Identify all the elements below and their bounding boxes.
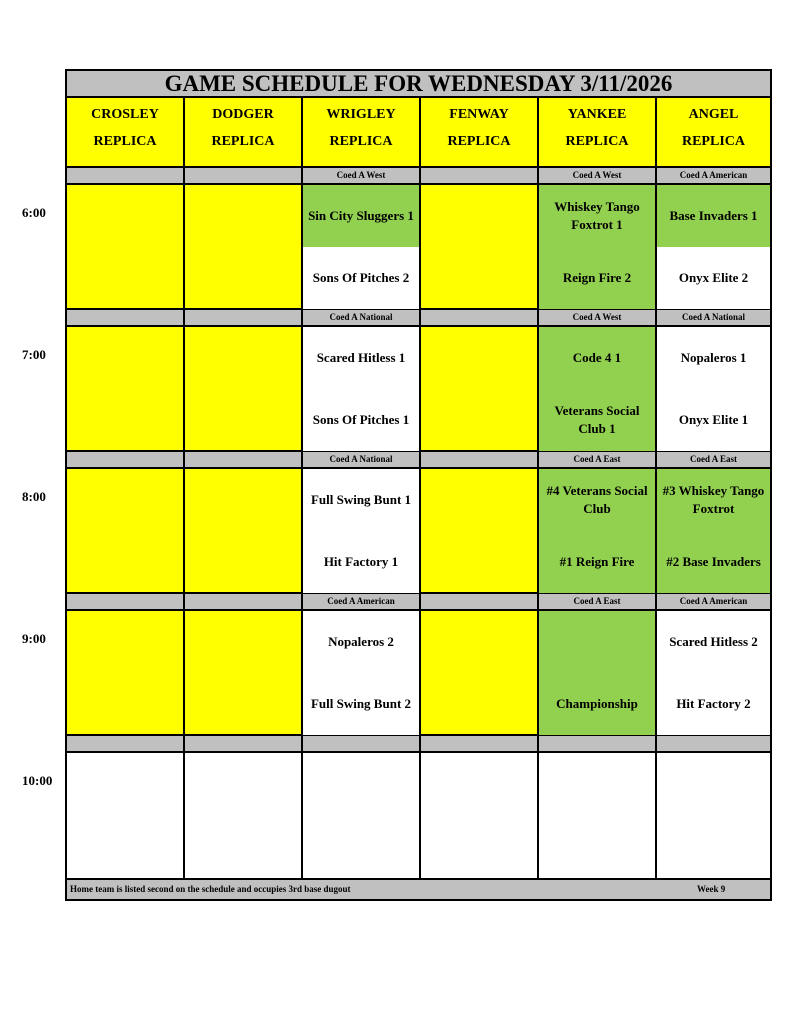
field-name: FENWAY (449, 107, 509, 122)
empty-slot (67, 611, 185, 736)
empty-slot (67, 469, 185, 594)
home-team: Championship (539, 673, 655, 735)
division-label: Coed A American (657, 166, 770, 185)
home-team: #2 Base Invaders (657, 531, 770, 593)
away-team: Scared Hitless 1 (303, 327, 419, 389)
field-header (539, 98, 657, 168)
week-label: Week 9 (697, 884, 726, 894)
field-name: WRIGLEY (326, 107, 396, 122)
field-subtitle: REPLICA (211, 134, 275, 149)
game-cell (657, 469, 770, 594)
away-team: Full Swing Bunt 1 (303, 469, 419, 531)
empty-slot (67, 185, 185, 310)
empty-slot (421, 327, 539, 452)
field-subtitle: REPLICA (565, 134, 629, 149)
game-cell (539, 469, 657, 594)
game-cell (539, 185, 657, 310)
footer-note: Home team is listed second on the schedule and occupies 3rd base dugout (70, 884, 351, 894)
away-team: Sin City Sluggers 1 (303, 185, 419, 247)
division-label: Coed A National (303, 452, 421, 469)
division-label: Coed A West (539, 166, 657, 185)
division-label (421, 310, 539, 327)
field-subtitle: REPLICA (681, 134, 745, 149)
open-slot (185, 753, 303, 878)
division-label: Coed A West (539, 310, 657, 327)
field-header (185, 98, 303, 168)
away-team: Scared Hitless 2 (657, 611, 770, 673)
division-label (421, 594, 539, 611)
division-label (303, 736, 421, 753)
time-label: 8:00 (22, 489, 46, 504)
empty-slot (421, 185, 539, 310)
game-cell (303, 469, 421, 594)
division-label (67, 736, 185, 753)
empty-slot (185, 611, 303, 736)
division-label: Coed A West (303, 166, 421, 185)
open-slot (303, 753, 421, 878)
field-header (421, 98, 539, 168)
division-label (67, 452, 185, 469)
division-label (421, 166, 539, 185)
field-header (303, 98, 421, 168)
away-team (539, 611, 655, 673)
empty-slot (421, 611, 539, 736)
division-label: Coed A National (303, 310, 421, 327)
field-header (657, 98, 770, 168)
open-slot (539, 753, 657, 878)
time-label: 9:00 (22, 631, 46, 646)
division-label (67, 310, 185, 327)
game-cell (303, 185, 421, 310)
away-team: Code 4 1 (539, 327, 655, 389)
home-team: Sons Of Pitches 1 (303, 389, 419, 451)
away-team: Nopaleros 2 (303, 611, 419, 673)
division-label (421, 736, 539, 753)
division-label (185, 594, 303, 611)
empty-slot (185, 469, 303, 594)
division-label (185, 310, 303, 327)
division-label (539, 736, 657, 753)
open-slot (657, 753, 770, 878)
time-label: 10:00 (22, 773, 53, 788)
game-cell (657, 185, 770, 310)
away-team: Nopaleros 1 (657, 327, 770, 389)
division-label (657, 736, 770, 753)
game-cell (303, 611, 421, 736)
game-cell (539, 327, 657, 452)
field-name: CROSLEY (91, 107, 159, 122)
home-team: Veterans Social Club 1 (539, 389, 655, 451)
home-team: Sons Of Pitches 2 (303, 247, 419, 309)
division-label: Coed A East (539, 594, 657, 611)
field-name: ANGEL (688, 107, 739, 122)
field-name: DODGER (212, 107, 274, 122)
home-team: Full Swing Bunt 2 (303, 673, 419, 735)
field-header (67, 98, 185, 168)
schedule-sheet (65, 69, 772, 901)
division-label: Coed A East (657, 452, 770, 469)
division-label: Coed A American (657, 594, 770, 611)
page-title: GAME SCHEDULE FOR WEDNESDAY 3/11/2026 (67, 71, 770, 98)
home-team: Hit Factory 1 (303, 531, 419, 593)
empty-slot (421, 469, 539, 594)
home-team: Onyx Elite 2 (657, 247, 770, 309)
away-team: #3 Whiskey Tango Foxtrot (657, 469, 770, 531)
away-team: Whiskey Tango Foxtrot 1 (539, 185, 655, 247)
field-name: YANKEE (567, 107, 627, 122)
home-team: Reign Fire 2 (539, 247, 655, 309)
field-subtitle: REPLICA (447, 134, 511, 149)
open-slot (421, 753, 539, 878)
home-team: #1 Reign Fire (539, 531, 655, 593)
empty-slot (185, 327, 303, 452)
division-label: Coed A National (657, 310, 770, 327)
away-team: #4 Veterans Social Club (539, 469, 655, 531)
game-cell (539, 611, 657, 736)
empty-slot (185, 185, 303, 310)
division-label: Coed A American (303, 594, 421, 611)
game-cell (657, 611, 770, 736)
division-label (421, 452, 539, 469)
field-subtitle: REPLICA (93, 134, 157, 149)
time-label: 7:00 (22, 347, 46, 362)
open-slot (67, 753, 185, 878)
division-label (185, 452, 303, 469)
division-label: Coed A East (539, 452, 657, 469)
game-cell (303, 327, 421, 452)
home-team: Hit Factory 2 (657, 673, 770, 735)
home-team: Onyx Elite 1 (657, 389, 770, 451)
time-label: 6:00 (22, 205, 46, 220)
away-team: Base Invaders 1 (657, 185, 770, 247)
field-subtitle: REPLICA (329, 134, 393, 149)
division-label (185, 166, 303, 185)
empty-slot (67, 327, 185, 452)
game-cell (657, 327, 770, 452)
footer-bar (67, 878, 770, 899)
division-label (67, 594, 185, 611)
division-label (185, 736, 303, 753)
division-label (67, 166, 185, 185)
